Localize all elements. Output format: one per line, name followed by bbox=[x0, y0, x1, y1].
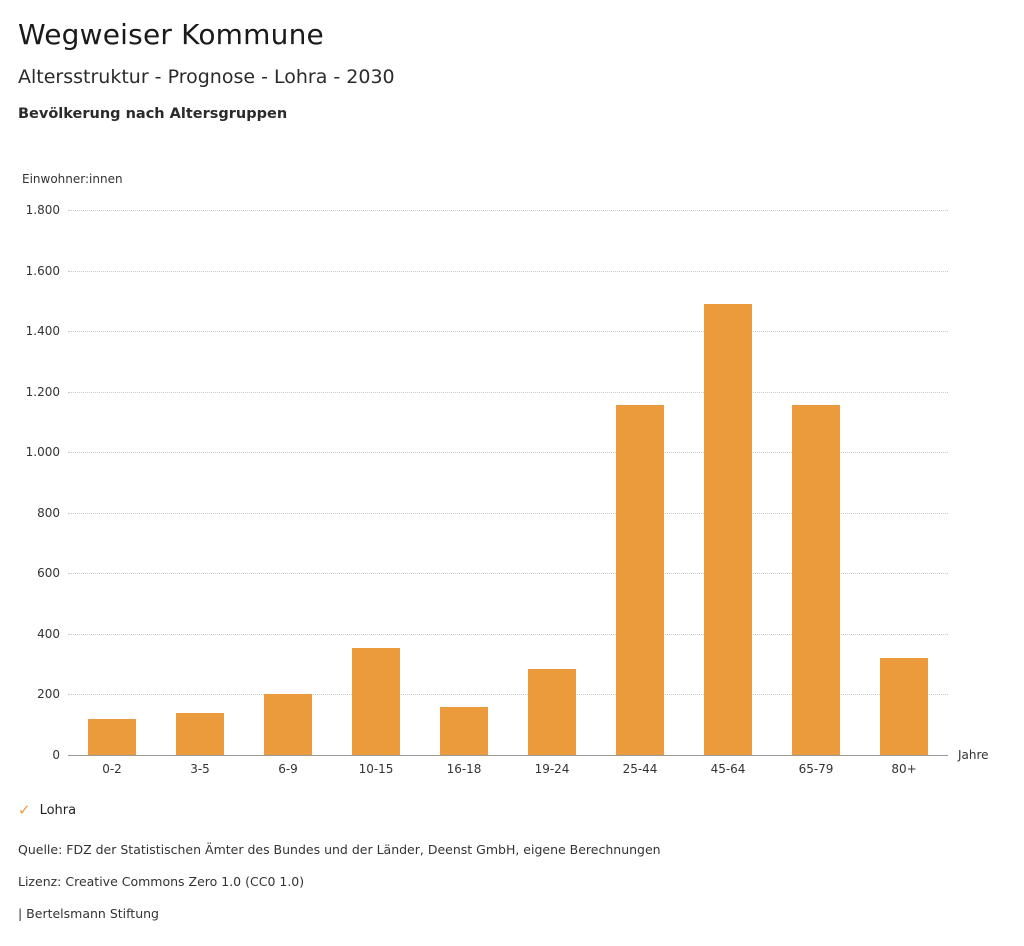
page-title: Wegweiser Kommune bbox=[18, 18, 324, 51]
x-axis-tick: 6-9 bbox=[278, 762, 298, 776]
check-icon: ✓ bbox=[18, 801, 31, 819]
x-axis-tick: 16-18 bbox=[446, 762, 482, 776]
bar[interactable] bbox=[176, 713, 224, 755]
x-axis-tick: 45-64 bbox=[710, 762, 746, 776]
y-axis-tick: 0 bbox=[52, 748, 60, 762]
y-axis-tick: 1.600 bbox=[25, 263, 60, 278]
axis-baseline bbox=[68, 755, 948, 756]
legend-item-label: Lohra bbox=[39, 803, 77, 818]
publisher-note: | Bertelsmann Stiftung bbox=[18, 905, 159, 921]
x-axis-tick: 3-5 bbox=[190, 762, 210, 776]
bar[interactable] bbox=[352, 648, 400, 755]
bar[interactable] bbox=[880, 658, 928, 755]
x-axis-tick: 0-2 bbox=[102, 762, 122, 776]
y-axis-tick: 800 bbox=[37, 505, 60, 520]
x-axis-tick: 25-44 bbox=[622, 762, 658, 776]
y-axis-tick: 600 bbox=[37, 566, 60, 581]
source-note: Quelle: FDZ der Statistischen Ämter des Bundes und der Länder, Deenst GmbH, eigene Berechnungen bbox=[18, 842, 661, 857]
chart-footnotes bbox=[18, 843, 978, 920]
x-axis-tick: 80+ bbox=[891, 762, 917, 776]
bar[interactable] bbox=[88, 719, 136, 755]
x-axis-label: Jahre bbox=[958, 748, 989, 762]
x-axis-tick-labels bbox=[68, 762, 948, 782]
bar[interactable] bbox=[792, 405, 840, 755]
chart-sub-subtitle: Bevölkerung nach Altersgruppen bbox=[18, 106, 288, 122]
y-axis-tick: 1.200 bbox=[25, 384, 60, 399]
bar-series-lohra bbox=[68, 210, 948, 755]
bar[interactable] bbox=[264, 694, 312, 755]
y-axis-label: Einwohner:innen bbox=[22, 172, 123, 186]
y-axis-tick: 1.800 bbox=[25, 203, 60, 217]
y-axis-tick: 200 bbox=[37, 687, 60, 702]
license-note: Lizenz: Creative Commons Zero 1.0 (CC0 1.0) bbox=[18, 873, 305, 889]
bar[interactable] bbox=[616, 405, 664, 755]
y-axis-tick: 1.000 bbox=[25, 445, 60, 460]
y-axis-tick: 1.400 bbox=[25, 324, 60, 339]
chart-subtitle: Altersstruktur - Prognose - Lohra - 2030 bbox=[18, 66, 395, 88]
x-axis-tick: 65-79 bbox=[798, 762, 834, 776]
x-axis-tick: 10-15 bbox=[358, 762, 394, 776]
bar[interactable] bbox=[440, 707, 488, 755]
bar[interactable] bbox=[704, 304, 752, 755]
y-axis-tick: 400 bbox=[37, 626, 60, 641]
bar[interactable] bbox=[528, 669, 576, 755]
chart-legend[interactable] bbox=[18, 803, 76, 818]
x-axis-tick: 19-24 bbox=[534, 762, 570, 776]
